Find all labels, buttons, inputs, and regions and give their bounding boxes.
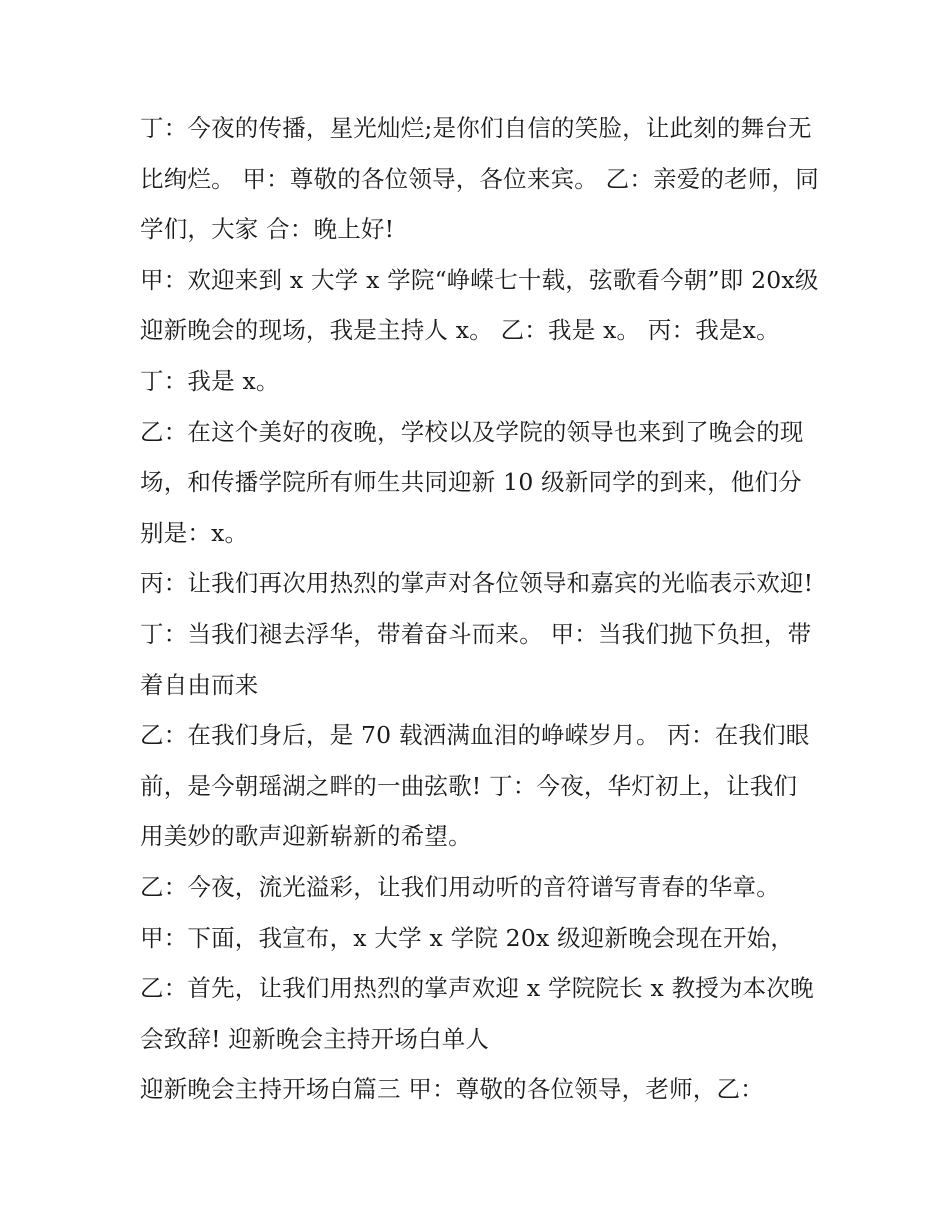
paragraph-8: 乙：首先，让我们用热烈的掌声欢迎 x 学院院长 x 教授为本次晚会致辞! 迎新晚会主持开场白单人 bbox=[140, 974, 814, 1053]
paragraph-1: 丁：今夜的传播，星光灿烂;是你们自信的笑脸，让此刻的舞台无比绚烂。 甲：尊敬的各位领导，各位来宾。 乙：亲爱的老师，同学们，大家 合：晚上好! bbox=[140, 114, 819, 244]
paragraph-6: 乙：今夜，流光溢彩，让我们用动听的音符谱写青春的华章。 bbox=[140, 872, 780, 901]
paragraph-9: 迎新晚会主持开场白篇三 甲：尊敬的各位领导，老师，乙： bbox=[140, 1075, 764, 1104]
paragraph-4: 丙：让我们再次用热烈的掌声对各位领导和嘉宾的光临表示欢迎! 丁：当我们褪去浮华，带着奋斗而来。 甲：当我们抛下负担，带着自由而来 bbox=[140, 569, 821, 699]
paragraph-7: 甲：下面，我宣布，x 大学 x 学院 20x 级迎新晚会现在开始， bbox=[140, 923, 795, 952]
paragraph-5: 乙：在我们身后，是 70 载洒满血泪的峥嵘岁月。 丙：在我们眼前，是今朝瑶湖之畔的一曲弦歌! 丁：今夜，华灯初上，让我们用美妙的歌声迎新崭新的希望。 bbox=[140, 721, 810, 851]
paragraph-2: 甲：欢迎来到 x 大学 x 学院“峥嵘七十载，弦歌看今朝”即 20x级迎新晚会的现场，我是主持人 x。 乙：我是 x。 丙：我是x。 丁：我是 x。 bbox=[140, 265, 819, 395]
paragraph-3: 乙：在这个美好的夜晚，学校以及学院的领导也来到了晚会的现场，和传播学院所有师生共同迎新 10 级新同学的到来，他们分别是：x。 bbox=[140, 417, 804, 547]
document-page bbox=[140, 103, 820, 1115]
